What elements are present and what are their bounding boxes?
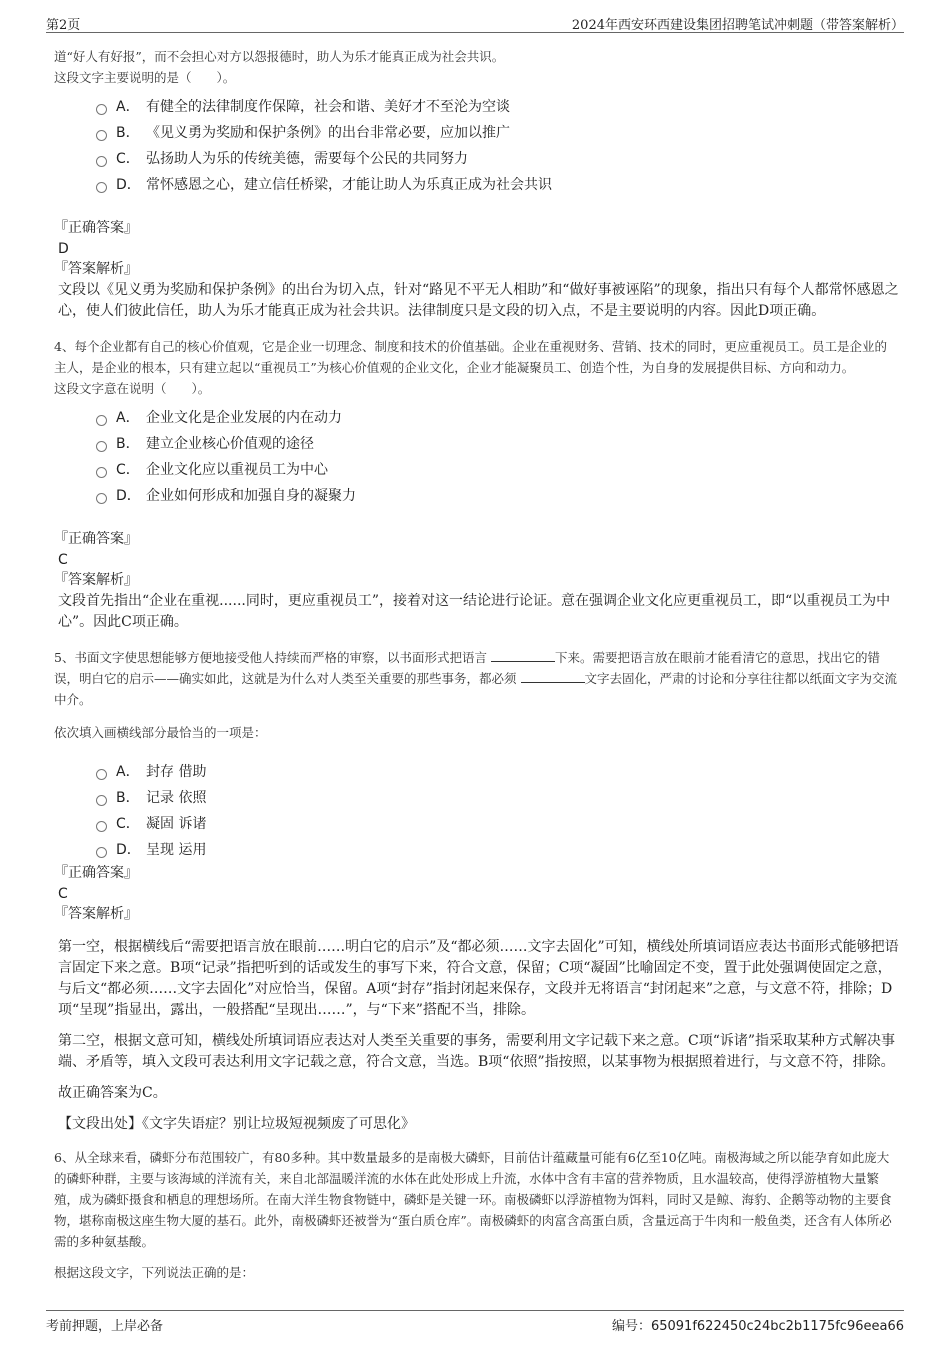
radio-icon[interactable]	[96, 415, 107, 426]
question-4-analysis: 文段首先指出“企业在重视......同时，更应重视员工”，接着对这一结论进行论证。意在强调企业文化应更重视员工，即“以重视员工为中心”。因此C项正确。	[58, 593, 891, 630]
question-3-option-d[interactable]: D． 常怀感恩之心，建立信任桥梁，才能让助人为乐真正成为社会共识	[96, 172, 899, 198]
question-5-option-d[interactable]: D． 呈现 运用	[96, 837, 899, 863]
question-3-options	[96, 94, 899, 198]
question-4-answer: C	[58, 552, 68, 568]
question-5-source: 【文段出处】《文字失语症？别让垃圾短视频废了可思化》	[58, 1116, 415, 1132]
page-footer	[46, 1310, 904, 1334]
radio-icon[interactable]	[96, 104, 107, 115]
question-3-answer: D	[58, 241, 69, 257]
question-3-prompt: 这段文字主要说明的是（ ）。	[54, 70, 236, 85]
question-5-analysis-p2: 第二空，根据文意可知，横线处所填词语应表达对人类至关重要的事务，需要利用文字记载下来之意。C项“诉诸”指采取某种方式解决事端、矛盾等，填入文段可表达利用文字记载之意，符合文意，当选。B项“依照”指按照，以某事物为根据照着进行，与文意不符，排除。	[58, 1033, 896, 1070]
radio-icon[interactable]	[96, 156, 107, 167]
question-5-stem: 5、书面文字使思想能够方便地接受他人持续而严格的审察，以书面形式把语言 下来。需要把语言放在眼前才能看清它的意思，找出它的错误，明白它的启示——确实如此，这就是为什么对人类至关重要的那些事务，都必须 文字去固化，严肃的讨论和分享往往都以纸面文字为交流中介。	[54, 650, 898, 707]
question-6-prompt: 根据这段文字，下列说法正确的是：	[54, 1265, 255, 1280]
question-4-option-d[interactable]: D． 企业如何形成和加强自身的凝聚力	[96, 483, 899, 509]
question-4-option-c[interactable]: C． 企业文化应以重视员工为中心	[96, 457, 899, 483]
question-4-answer-label: 『正确答案』	[54, 531, 138, 547]
question-4-stem: 4、每个企业都有自己的核心价值观，它是企业一切理念、制度和技术的价值基础。企业在重视财务、营销、技术的同时，更应重视员工。员工是企业的主人，是企业的根本，只有建立起以“重视员工”为核心价值观的企业文化，企业才能凝聚员工、创造个性，为自身的发展提供目标、方向和动力。	[54, 339, 887, 375]
question-3-option-b[interactable]: B． 《见义勇为奖励和保护条例》的出台非常必要，应加以推广	[96, 120, 899, 146]
question-6-stem: 6、从全球来看，磷虾分布范围较广，有80多种。其中数量最多的是南极大磷虾，目前估计蕴藏量可能有6亿至10亿吨。南极海域之所以能孕育如此庞大的磷虾种群，主要与该海域的洋流有关，来自北部温暖洋流的水体在此处形成上升流，水体中含有丰富的营养物质，且水温较高，使得浮游植物大量繁殖，成为磷虾摄食和栖息的理想场所。在南大洋生物食物链中，磷虾是关键一环。南极磷虾以浮游植物为饵料，同时又是鲸、海豹、企鹅等动物的主要食物，堪称南极这座生物大厦的基石。此外，南极磷虾还被誉为“蛋白质仓库”。南极磷虾的肉富含高蛋白质，含量远高于牛肉和一般鱼类，还含有人体所必需的多种氨基酸。	[54, 1150, 892, 1249]
question-3-option-c[interactable]: C． 弘扬助人为乐的传统美德，需要每个公民的共同努力	[96, 146, 899, 172]
question-4-analysis-label: 『答案解析』	[54, 572, 138, 588]
question-4	[54, 336, 899, 633]
fill-blank-2	[521, 670, 585, 683]
question-5-analysis-p3: 故正确答案为C。	[58, 1085, 167, 1101]
question-6	[54, 1147, 899, 1283]
radio-icon[interactable]	[96, 493, 107, 504]
question-3-option-a[interactable]: A． 有健全的法律制度作保障，社会和谐、美好才不至沦为空谈	[96, 94, 899, 120]
radio-icon[interactable]	[96, 182, 107, 193]
radio-icon[interactable]	[96, 130, 107, 141]
question-4-option-a[interactable]: A． 企业文化是企业发展的内在动力	[96, 405, 899, 431]
question-5-answer: C	[58, 886, 68, 902]
radio-icon[interactable]	[96, 821, 107, 832]
question-3-analysis: 文段以《见义勇为奖励和保护条例》的出台为切入点，针对“路见不平无人相助”和“做好事被诬陷”的现象，指出只有每个人都常怀感恩之心，使人们彼此信任，助人为乐才能真正成为社会共识。法律制度只是文段的切入点，不是主要说明的内容。因此D项正确。	[58, 282, 899, 319]
footer-slogan: 考前押题，上岸必备	[46, 1319, 164, 1334]
document-code: 编号：65091f622450c24bc2b1175fc96eea66	[611, 1319, 904, 1334]
radio-icon[interactable]	[96, 769, 107, 780]
question-4-option-b[interactable]: B． 建立企业核心价值观的途径	[96, 431, 899, 457]
question-5-analysis-label: 『答案解析』	[54, 906, 138, 922]
question-5-prompt: 依次填入画横线部分最恰当的一项是：	[54, 725, 267, 740]
question-5	[54, 647, 899, 1135]
radio-icon[interactable]	[96, 847, 107, 858]
radio-icon[interactable]	[96, 441, 107, 452]
document-title: 2024年西安环西建设集团招聘笔试冲刺题（带答案解析）	[571, 18, 904, 33]
question-5-answer-label: 『正确答案』	[54, 865, 138, 881]
question-5-analysis-p1: 第一空，根据横线后“需要把语言放在眼前……明白它的启示”及“都必须……文字去固化”可知，横线处所填词语应表达书面形式能够把语言固定下来之意。B项“记录”指把听到的话或发生的事写下来，符合文意，保留；C项“凝固”比喻固定不变，置于此处强调使固定之意，与后文“都必须……文字去固化”对应恰当，保留。A项“封存”指封闭起来保存，文段并无将语言“封闭起来”之意，与文意不符，排除；D项“呈现”指显出，露出，一般搭配“呈现出……”，与“下来”搭配不当，排除。	[58, 939, 899, 1018]
question-5-options	[96, 759, 899, 863]
question-3	[54, 46, 899, 322]
question-3-answer-label: 『正确答案』	[54, 220, 138, 236]
fill-blank-1	[491, 649, 555, 662]
document-content	[54, 46, 899, 1283]
question-5-option-c[interactable]: C． 凝固 诉诸	[96, 811, 899, 837]
question-5-option-b[interactable]: B． 记录 依照	[96, 785, 899, 811]
question-3-stem-tail: 道“好人有好报”，而不会担心对方以怨报德时，助人为乐才能真正成为社会共识。	[54, 49, 505, 64]
page-number: 第2页	[46, 18, 81, 33]
question-4-prompt: 这段文字意在说明（ ）。	[54, 381, 211, 396]
radio-icon[interactable]	[96, 795, 107, 806]
question-4-options	[96, 405, 899, 509]
question-5-option-a[interactable]: A． 封存 借助	[96, 759, 899, 785]
page-header	[46, 12, 904, 33]
question-3-analysis-label: 『答案解析』	[54, 261, 138, 277]
radio-icon[interactable]	[96, 467, 107, 478]
